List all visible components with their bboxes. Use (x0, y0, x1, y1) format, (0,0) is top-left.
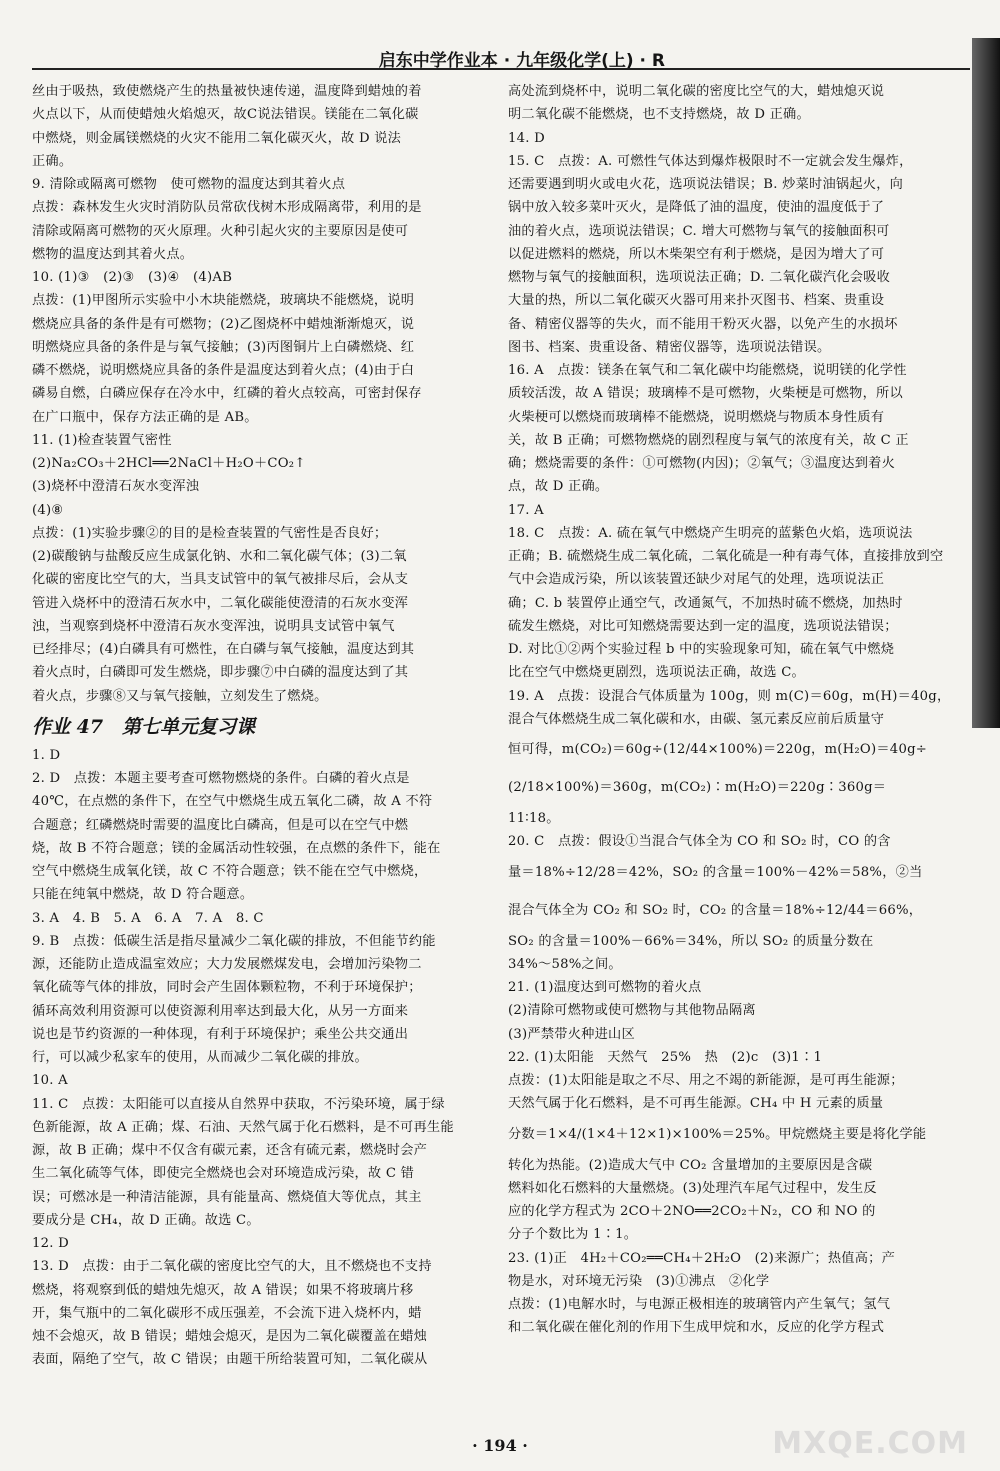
text-line: 混合气体全为 CO₂ 和 SO₂ 时，CO₂ 的含量＝18%÷12/44＝66%， (508, 902, 923, 918)
text-line: 点拨：森林发生火灾时消防队员常砍伐树木形成隔离带，利用的是 (32, 200, 422, 216)
text-line: 点，故 D 正确。 (508, 479, 609, 495)
text-line: 量＝18%÷12/28＝42%，SO₂ 的含量＝100%－42%＝58%，②当 (508, 864, 923, 880)
page-number: · 194 · (472, 1436, 528, 1455)
text-line: 23. (1)正 4H₂＋CO₂══CH₄＋2H₂O (2)来源广；热值高；产 (508, 1250, 896, 1266)
text-line: 大量的热，所以二氧化碳灭火器可用来扑灭图书、档案、贵重设 (508, 293, 885, 309)
text-line: 已经排尽；(4)白磷具有可燃性，在白磷与氧气接触，温度达到其 (32, 642, 415, 657)
text-line: 质较活泼，故 A 错误；玻璃棒不是可燃物，火柴梗是可燃物，所以 (508, 386, 903, 402)
text-line: 11. C 点拨：太阳能可以直接从自然界中获取，不污染环境，属于绿 (32, 1096, 445, 1112)
text-line: 火柴梗可以燃烧而玻璃棒不能燃烧，说明燃烧与物质本身性质有 (508, 409, 885, 425)
right-column (508, 80, 968, 1340)
text-line: D. 对比①②两个实验过程 b 中的实验现象可知，硫在氧气中燃烧 (508, 642, 895, 657)
text-line: 正确。 (32, 153, 73, 169)
text-line: 色新能源，故 A 正确；煤、石油、天然气属于化石燃料，是不可再生能 (32, 1119, 454, 1135)
text-line: 16. A 点拨：镁条在氧气和二氧化碳中均能燃烧，说明镁的化学性 (508, 363, 907, 378)
text-line: 行，可以减少私家车的使用，从而减少二氧化碳的排放。 (32, 1050, 368, 1065)
text-line: 气中会造成污染，所以该装置还缺少对尾气的处理，选项说法正 (508, 572, 885, 588)
text-line: 源，还能防止造成温室效应；大力发展燃煤发电，会增加污染物二 (32, 957, 422, 972)
text-line: 误；可燃冰是一种清洁能源，具有能量高、燃烧值大等优点，其主 (32, 1189, 422, 1205)
text-line: (2)碳酸钠与盐酸反应生成氯化钠、水和二氧化碳气体；(3)二氧 (32, 549, 407, 564)
text-line: 转化为热能。(2)造成大气中 CO₂ 含量增加的主要原因是含碳 (508, 1157, 873, 1173)
text-line: 13. D 点拨：由于二氧化碳的密度比空气的大，且不燃烧也不支持 (32, 1259, 432, 1275)
text-line: 9. 清除或隔离可燃物 使可燃物的温度达到其着火点 (32, 177, 346, 192)
text-line: 着火点，步骤⑧又与氧气接触，立刻发生了燃烧。 (32, 688, 328, 704)
text-line: 比在空气中燃烧更剧烈，选项说法正确，故选 C。 (508, 665, 805, 681)
text-line: 丝由于吸热，致使燃烧产生的热量被快速传递，温度降到蜡烛的着 (32, 84, 422, 99)
text-line: 点拨：(1)太阳能是取之不尽、用之不竭的新能源，是可再生能源； (508, 1073, 904, 1088)
text-line: 确；燃烧需要的条件：①可燃物(内因)；②氧气；③温度达到着火 (508, 456, 896, 471)
text-line: 12. D (32, 1236, 69, 1251)
text-line: 油的着火点，选项说法错误；C. 增大可燃物与氧气的接触面积可 (508, 223, 890, 239)
text-line: 还需要遇到明火或电火花，选项说法错误；B. 炒菜时油锅起火，向 (508, 177, 904, 192)
text-line: 在广口瓶中，保存方法正确的是 AB。 (32, 409, 258, 425)
text-line: 高处流到烧杯中，说明二氧化碳的密度比空气的大，蜡烛熄灭说 (508, 84, 885, 99)
text-line: 点拨：(1)实验步骤②的目的是检查装置的气密性是否良好； (32, 525, 388, 541)
text-line: 磷不燃烧，说明燃烧应具备的条件是温度达到着火点；(4)由于白 (32, 363, 415, 378)
book-title: 启东中学作业本 · 九年级化学(上) · R (378, 51, 665, 71)
text-line: 14. D (508, 130, 545, 146)
text-line: 19. A 点拨：设混合气体质量为 100g，则 m(C)＝60g，m(H)＝40g， (508, 688, 951, 704)
text-line: (4)⑧ (32, 502, 64, 518)
text-line: SO₂ 的含量＝100%－66%＝34%，所以 SO₂ 的质量分数在 (508, 933, 874, 949)
text-line: (2)清除可燃物或使可燃物与其他物品隔离 (508, 1003, 756, 1019)
text-line: 燃物的温度达到其着火点。 (32, 246, 194, 262)
text-line: 空气中燃烧生成氧化镁，故 C 不符合题意；铁不能在空气中燃烧， (32, 864, 428, 879)
text-line: 循环高效利用资源可以使资源利用率达到最大化，从另一方面来 (32, 1003, 409, 1019)
text-line: 18. C 点拨：A. 硫在氧气中燃烧产生明亮的蓝紫色火焰，选项说法 (508, 525, 913, 541)
text-line: 10. A (32, 1073, 68, 1089)
text-line: 氧化硫等气体的排放，同时会产生固体颗粒物，不利于环境保护； (32, 980, 422, 996)
text-line: 燃料如化石燃料的大量燃烧。(3)处理汽车尾气过程中，发生反 (508, 1180, 877, 1196)
text-line: 燃烧，将观察到低的蜡烛先熄灭，故 A 错误；如果不将玻璃片移 (32, 1282, 414, 1298)
text-line: 点拨：(1)甲图所示实验中小木块能燃烧，玻璃块不能燃烧，说明 (32, 293, 415, 309)
text-line: 火点以下，从而使蜡烛火焰熄灭，故C说法错误。镁能在二氧化碳 (32, 107, 419, 123)
text-line: 磷易自燃，白磷应保存在冷水中，红磷的着火点较高，可密封保存 (32, 386, 422, 402)
text-line: 清除或隔离可燃物的灭火原理。火种引起火灾的主要原因是使可 (32, 223, 409, 239)
text-line: 分子个数比为 1∶1。 (508, 1227, 638, 1243)
text-line: 21. (1)温度达到可燃物的着火点 (508, 980, 702, 995)
text-line: 关，故 B 正确；可燃物燃烧的剧烈程度与氧气的浓度有关，故 C 正 (508, 432, 909, 448)
page-header (32, 22, 970, 70)
text-line: 1. D (32, 747, 61, 763)
text-line: 恒可得，m(CO₂)＝60g÷(12/44×100%)＝220g，m(H₂O)＝40g÷ (508, 742, 928, 757)
text-line: 混合气体燃烧生成二氧化碳和水，由碳、氢元素反应前后质量守 (508, 711, 885, 727)
text-line: 明二氧化碳不能燃烧，也不支持燃烧，故 D 正确。 (508, 107, 810, 123)
text-line: 源，故 B 正确；煤中不仅含有碳元素，还含有硫元素，燃烧时会产 (32, 1143, 428, 1158)
text-line: 生二氧化硫等气体，即使完全燃烧也会对环境造成污染，故 C 错 (32, 1166, 415, 1182)
text-line: 着火点时，白磷即可发生燃烧，即步骤⑦中白磷的温度达到了其 (32, 665, 409, 681)
text-line: 表面，隔绝了空气，故 C 错误；由题干所给装置可知，二氧化碳从 (32, 1352, 428, 1368)
text-line: 15. C 点拨：A. 可燃性气体达到爆炸极限时不一定就会发生爆炸， (508, 153, 913, 169)
text-line: 备、精密仪器等的失火，而不能用干粉灭火器，以免产生的水损坏 (508, 316, 898, 332)
text-line: 点拨：(1)电解水时，与电源正极相连的玻璃管内产生氧气；氢气 (508, 1297, 891, 1312)
text-line: 3. A 4. B 5. A 6. A 7. A 8. C (32, 910, 264, 926)
text-line: 10. (1)③ (2)③ (3)④ (4)AB (32, 270, 233, 285)
text-line: 要成分是 CH₄，故 D 正确。故选 C。 (32, 1212, 260, 1228)
watermark-logo (772, 1375, 978, 1465)
text-line: 正确；B. 硫燃烧生成二氧化硫，二氧化硫是一种有毒气体，直接排放到空 (508, 549, 944, 564)
text-line: 20. C 点拨：假设①当混合气体全为 CO 和 SO₂ 时，CO 的含 (508, 834, 891, 850)
text-line: 图书、档案、贵重设备、精密仪器等，选项说法错误。 (508, 339, 831, 355)
text-line: 天然气属于化石燃料，是不可再生能源。CH₄ 中 H 元素的质量 (508, 1096, 884, 1112)
text-line: 34%～58%之间。 (508, 956, 622, 972)
left-column (32, 80, 487, 1372)
text-line: 2. D 点拨：本题主要考查可燃物燃烧的条件。白磷的着火点是 (32, 771, 410, 786)
text-line: (3)严禁带火种进山区 (508, 1026, 635, 1042)
text-line: 以促进燃料的燃烧，所以木柴架空有利于燃烧，是因为增大了可 (508, 246, 885, 262)
section-heading: 作业 47 第七单元复习课 (32, 715, 256, 738)
watermark-text: MXQE.COM (772, 1426, 968, 1461)
text-line: 开，集气瓶中的二氧化碳形不成压强差，不会流下进入烧杯内，蜡 (32, 1305, 422, 1321)
text-line: 燃物与氧气的接触面积，选项说法正确；D. 二氧化碳汽化会吸收 (508, 270, 891, 285)
text-line: 明燃烧应具备的条件是与氧气接触；(3)丙图铜片上白磷燃烧、红 (32, 339, 415, 355)
text-line: 17. A (508, 502, 544, 518)
text-line: 浊，当观察到烧杯中澄清石灰水变浑浊，说明具支试管中氧气 (32, 618, 395, 634)
text-line: 只能在纯氧中燃烧，故 D 符合题意。 (32, 887, 254, 903)
text-line: 分数＝1×4/(1×4＋12×1)×100%＝25%。甲烷燃烧主要是将化学能 (508, 1126, 927, 1142)
text-line: 合题意；红磷燃烧时需要的温度比白磷高，但是可以在空气中燃 (32, 817, 409, 833)
text-line: 烛不会熄灭，故 B 错误；蜡烛会熄灭，是因为二氧化碳覆盖在蜡烛 (32, 1329, 428, 1344)
text-line: (2/18×100%)＝360g，m(CO₂)∶m(H₂O)＝220g∶360g＝ (508, 780, 887, 795)
text-line: 说也是节约资源的一种体现，有利于环境保护；乘坐公共交通出 (32, 1026, 409, 1042)
text-line: 11∶18。 (508, 811, 560, 826)
text-line: 中燃烧，则金属镁燃烧的火灾不能用二氧化碳灭火，故 D 说法 (32, 130, 402, 146)
text-line: 硫发生燃烧，对比可知燃烧需要达到一定的温度，选项说法错误； (508, 618, 898, 634)
text-line: 化碳的密度比空气的大，当具支试管中的氧气被排尽后，会从支 (32, 572, 409, 588)
text-line: 应的化学方程式为 2CO＋2NO══2CO₂＋N₂，CO 和 NO 的 (508, 1204, 876, 1219)
text-line: 燃烧应具备的条件是有可燃物；(2)乙图烧杯中蜡烛渐渐熄灭，说 (32, 316, 415, 332)
text-line: 40℃，在点燃的条件下，在空气中燃烧生成五氧化二磷，故 A 不符 (32, 794, 433, 810)
text-line: 9. B 点拨：低碳生活是指尽量减少二氧化碳的排放，不但能节约能 (32, 933, 436, 949)
text-line: (3)烧杯中澄清石灰水变浑浊 (32, 479, 200, 495)
text-line: 确；C. b 装置停止通空气，改通氮气，不加热时硫不燃烧，加热时 (508, 595, 903, 611)
text-line: 11. (1)检查装置气密性 (32, 432, 172, 448)
text-line: 管进入烧杯中的澄清石灰水中，二氧化碳能使澄清的石灰水变浑 (32, 595, 409, 611)
text-line: (2)Na₂CO₃＋2HCl══2NaCl＋H₂O＋CO₂↑ (32, 456, 306, 471)
text-line: 锅中放入较多菜叶灭火，是降低了油的温度，使油的温度低于了 (508, 200, 885, 216)
text-line: 烧，故 B 不符合题意；镁的金属活动性较强，在点燃的条件下，能在 (32, 840, 441, 856)
text-line: 物是水，对环境无污染 (3)①沸点 ②化学 (508, 1273, 770, 1289)
text-line: 22. (1)太阳能 天然气 25% 热 (2)c (3)1∶1 (508, 1049, 823, 1065)
page-edge-shadow (972, 38, 1000, 728)
text-line: 和二氧化碳在催化剂的作用下生成甲烷和水，反应的化学方程式 (508, 1320, 885, 1336)
